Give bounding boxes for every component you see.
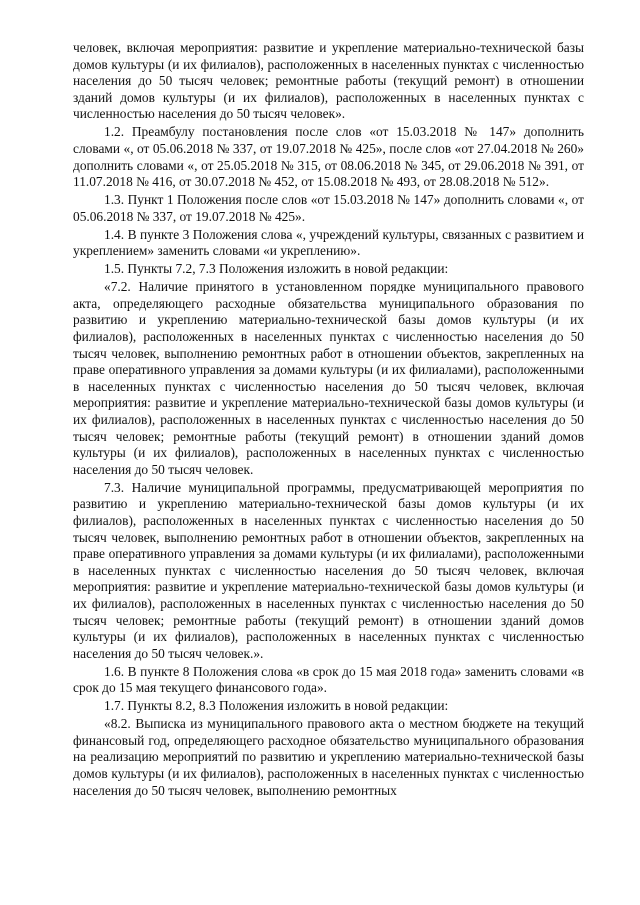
paragraph-continuation: человек, включая мероприятия: развитие и укрепление материально-технической базы домов культуры (и их филиалов), расположенных в населенных пунктах с численностью населения до 50 тысяч человек; ремонтные работы (текущий ремонт) в отношении зданий домов культуры (и их филиалов), расположенных в населенных пунктах с численностью населения до 50 тысяч человек».: [73, 40, 584, 122]
paragraph-item-1-7: 1.7. Пункты 8.2, 8.3 Положения изложить в новой редакции:: [104, 698, 449, 714]
document-page: [73, 40, 584, 799]
paragraph-item-7-3: 7.3. Наличие муниципальной программы, предусматривающей мероприятия по развитию и укреплению материально-технической базы домов культуры (и их филиалов), расположенных в населенных пунктах с численностью населения до 50 тысяч человек, выполнению ремонтных работ в отношении объектов, закрепленных на праве оперативного управления за домами культуры (и их филиалами), расположенными в населенных пунктах с численностью населения до 50 тысяч человек, включая мероприятия: развитие и укрепление материально-технической базы домов культуры (и их филиалов), расположенных в населенных пунктах с численностью населения до 50 тысяч человек; ремонтные работы (текущий ремонт) в отношении зданий домов культуры (и их филиалов), расположенных в населенных пунктах с численностью населения до 50 тысяч человек.».: [73, 479, 584, 661]
paragraph-item-7-2: «7.2. Наличие принятого в установленном порядке муниципального правового акта, определяющего расходные обязательства муниципального образования по развитию и укреплению материально-технической базы домов культуры (и их филиалов), расположенных в населенных пунктах с численностью населения до 50 тысяч человек, выполнению ремонтных работ в отношении объектов, закрепленных на праве оперативного управления за домами культуры (и их филиалами), расположенными в населенных пунктах с численностью населения до 50 тысяч человек, включая мероприятия: развитие и укрепление материально-технической базы домов культуры (и их филиалов), расположенных в населенных пунктах с численностью населения до 50 тысяч человек; ремонтные работы (текущий ремонт) в отношении зданий домов культуры (и их филиалов), расположенных в населенных пунктах с численностью населения до 50 тысяч человек.: [73, 279, 584, 477]
paragraph-item-1-3: 1.3. Пункт 1 Положения после слов «от 15.03.2018 № 147» дополнить словами «, от 05.06.2018 № 337, от 19.07.2018 № 425».: [73, 192, 584, 224]
paragraph-item-8-2: «8.2. Выписка из муниципального правового акта о местном бюджете на текущий финансовый год, определяющего расходное обязательство муниципального образования на реализацию мероприятий по развитию и укреплению материально-технической базы домов культуры (и их филиалов), расположенных в населенных пунктах с численностью населения до 50 тысяч человек, выполнению ремонтных: [73, 716, 584, 798]
paragraph-item-1-6: 1.6. В пункте 8 Положения слова «в срок до 15 мая 2018 года» заменить словами «в срок до 15 мая текущего финансового года».: [73, 663, 584, 696]
paragraph-item-1-2: 1.2. Преамбулу постановления после слов «от 15.03.2018 № 147» дополнить словами «, от 05.06.2018 № 337, от 19.07.2018 № 425», после слов «от 27.04.2018 № 260» дополнить словами «, от 25.05.2018 № 315, от 08.06.2018 № 345, от 29.06.2018 № 391, от 11.07.2018 № 416, от 30.07.2018 № 452, от 15.08.2018 № 493, от 28.08.2018 № 512».: [73, 124, 584, 190]
paragraph-item-1-4: 1.4. В пункте 3 Положения слова «, учреждений культуры, связанных с развитием и укреплением» заменить словами «и укреплению».: [73, 226, 584, 259]
paragraph-item-1-5: 1.5. Пункты 7.2, 7.3 Положения изложить в новой редакции:: [104, 261, 449, 277]
